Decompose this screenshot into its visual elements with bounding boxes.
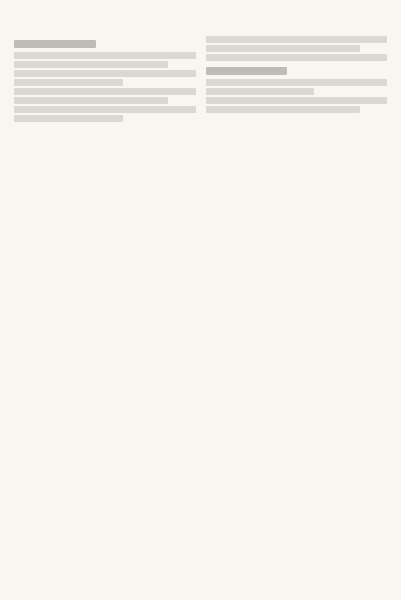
text-columns <box>14 36 387 536</box>
text-line-placeholder <box>14 70 196 77</box>
text-line-placeholder <box>14 97 168 104</box>
text-line-placeholder <box>206 106 360 113</box>
text-line-placeholder <box>206 36 388 43</box>
text-line-placeholder <box>14 61 168 68</box>
text-line-placeholder <box>206 45 360 52</box>
section-heading-placeholder <box>206 67 288 75</box>
text-line-placeholder <box>206 88 315 95</box>
right-column <box>206 36 388 536</box>
text-line-placeholder <box>14 88 196 95</box>
text-line-placeholder <box>206 97 388 104</box>
section-heading-placeholder <box>14 40 96 48</box>
text-line-placeholder <box>14 106 196 113</box>
left-column <box>14 36 196 536</box>
text-line-placeholder <box>14 79 123 86</box>
text-line-placeholder <box>14 52 196 59</box>
text-line-placeholder <box>14 115 123 122</box>
text-line-placeholder <box>206 54 388 61</box>
text-line-placeholder <box>206 79 388 86</box>
